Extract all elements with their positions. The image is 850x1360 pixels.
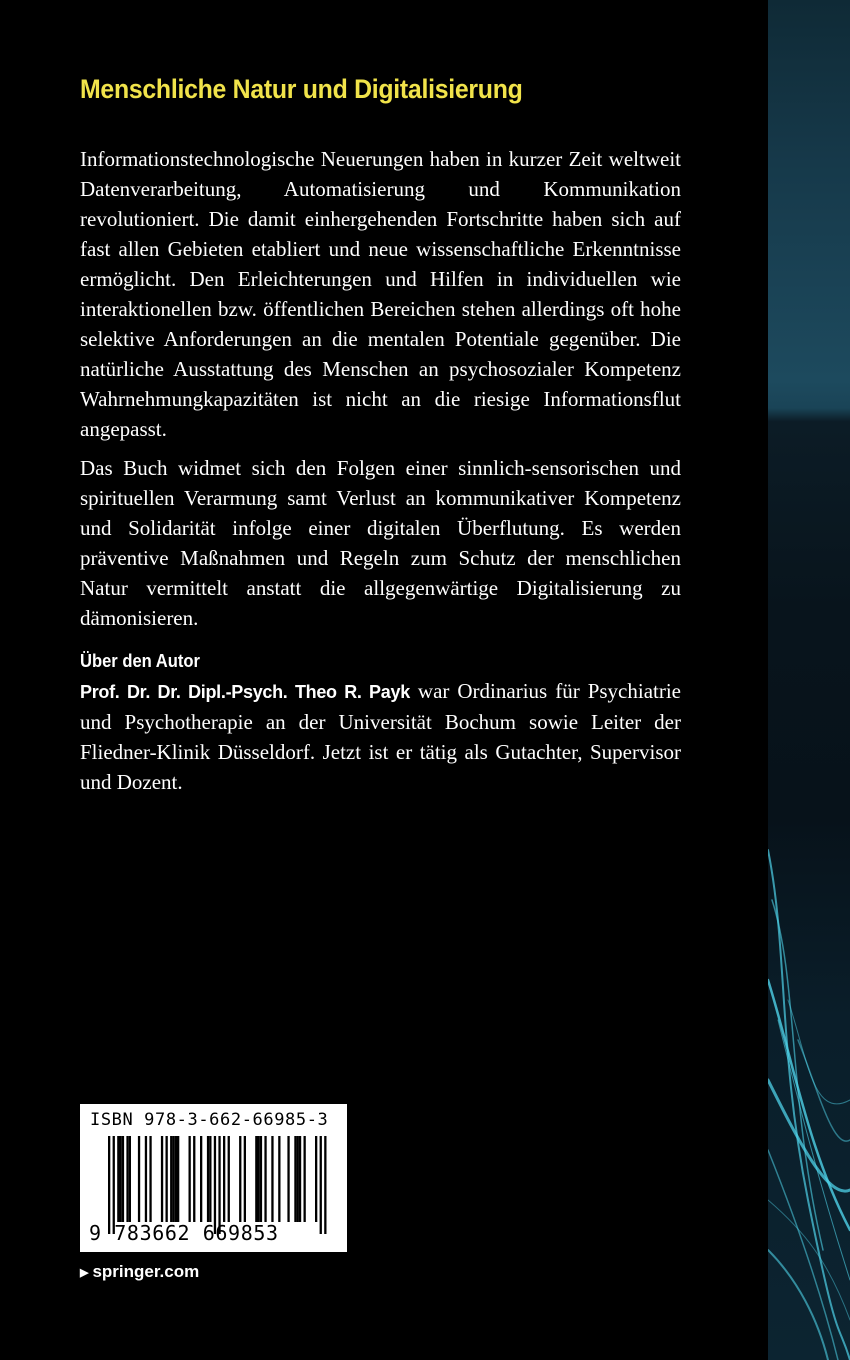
cover-art-strip xyxy=(768,0,850,1360)
barcode-bar xyxy=(214,1136,216,1234)
barcode-bar xyxy=(200,1136,202,1222)
barcode-bar xyxy=(320,1136,322,1234)
blurb-paragraph-2: Das Buch widmet sich den Folgen einer sinnlich-sensorischen und spirituellen Verarmung samt Verlust an kommunikativer Kompetenz und Solidarität infolge einer digitalen Überflutung. Es werden präventive Maßnahmen und Regeln zum Schutz der menschlichen Natur vermittelt anstatt die allgegenwärtige Digitalisierung zu dämonisieren. xyxy=(80,456,681,630)
barcode-bar xyxy=(223,1136,225,1222)
book-title: Menschliche Natur und Digitalisierung xyxy=(80,74,523,104)
blurb-paragraph-1: Informationstechnologische Neuerungen haben in kurzer Zeit weltweit Datenverarbeitung, Automatisierung und Kommunikation revolutioniert. Die damit einhergehenden Fortschritte haben sich auf fast allen Gebieten etabliert und neue wissenschaftliche Erkenntnisse ermöglicht. Den Erleichterungen und Hilfen in individuellen wie interaktionellen bzw. öffentlichen Bereichen stehen allerdings oft hohe selektive Anforderungen an die mentalen Potentiale gegenüber. Die natürliche Ausstattung des Menschen an psychosozialer Kompetenz Wahrnehmungkapazitäten ist nicht an die riesige Informationsflut angepasst. xyxy=(80,147,681,441)
barcode-bar xyxy=(209,1136,211,1222)
barcode-bar xyxy=(129,1136,131,1222)
barcode-bar xyxy=(175,1136,177,1222)
author-bio xyxy=(80,676,681,797)
author-name: Prof. Dr. Dr. Dipl.-Psych. Theo R. Payk xyxy=(80,682,410,702)
barcode-bar xyxy=(239,1136,241,1222)
barcode-bar xyxy=(138,1136,140,1222)
barcode-bar xyxy=(172,1136,174,1222)
barcode-bar xyxy=(122,1136,124,1222)
barcode-bar xyxy=(315,1136,317,1222)
barcode-bar xyxy=(120,1136,122,1222)
barcode-bar xyxy=(108,1136,110,1234)
barcode-bar xyxy=(161,1136,163,1222)
isbn-label: ISBN 978-3-662-66985-3 xyxy=(90,1110,329,1130)
barcode-bar xyxy=(193,1136,195,1222)
barcode-bar xyxy=(228,1136,230,1222)
barcode-bar xyxy=(166,1136,168,1222)
barcode-bar xyxy=(255,1136,257,1222)
author-heading: Über den Autor xyxy=(80,651,200,671)
barcode-bar xyxy=(207,1136,209,1222)
barcode-bar xyxy=(324,1136,326,1234)
barcode-bar xyxy=(304,1136,306,1222)
barcode-bar xyxy=(126,1136,128,1222)
barcode-bar xyxy=(271,1136,273,1222)
barcode-bar xyxy=(177,1136,179,1222)
barcode-bar xyxy=(258,1136,260,1222)
triangle-arrow-icon: ▶ xyxy=(80,1266,89,1279)
author-bio-text: war Ordinarius für Psychiatrie und Psychotherapie an der Universität Bochum sowie Leiter der Fliedner-Klinik Düsseldorf. Jetzt ist er tätig als Gutachter, Supervisor und Dozent. xyxy=(80,679,682,794)
ean-digits: 9 783662 669853 xyxy=(89,1221,279,1245)
barcode-bar xyxy=(299,1136,301,1222)
barcode-bar xyxy=(145,1136,147,1222)
barcode-bar xyxy=(149,1136,151,1222)
publisher-url: springer.com xyxy=(92,1262,200,1281)
barcode-bar xyxy=(297,1136,299,1222)
barcode-bar xyxy=(294,1136,296,1222)
light-streaks-art xyxy=(768,0,850,1360)
isbn-barcode xyxy=(80,1104,347,1252)
barcode-bar xyxy=(244,1136,246,1222)
barcode-bar xyxy=(287,1136,289,1222)
barcode-bar xyxy=(260,1136,262,1222)
barcode-bar xyxy=(218,1136,220,1234)
barcode-bar xyxy=(189,1136,191,1222)
barcode-bar xyxy=(264,1136,266,1222)
barcode-bar xyxy=(170,1136,172,1222)
barcode-bar xyxy=(117,1136,119,1222)
barcode-bar xyxy=(278,1136,280,1222)
publisher-link[interactable] xyxy=(80,1262,199,1282)
barcode-bar xyxy=(113,1136,115,1234)
